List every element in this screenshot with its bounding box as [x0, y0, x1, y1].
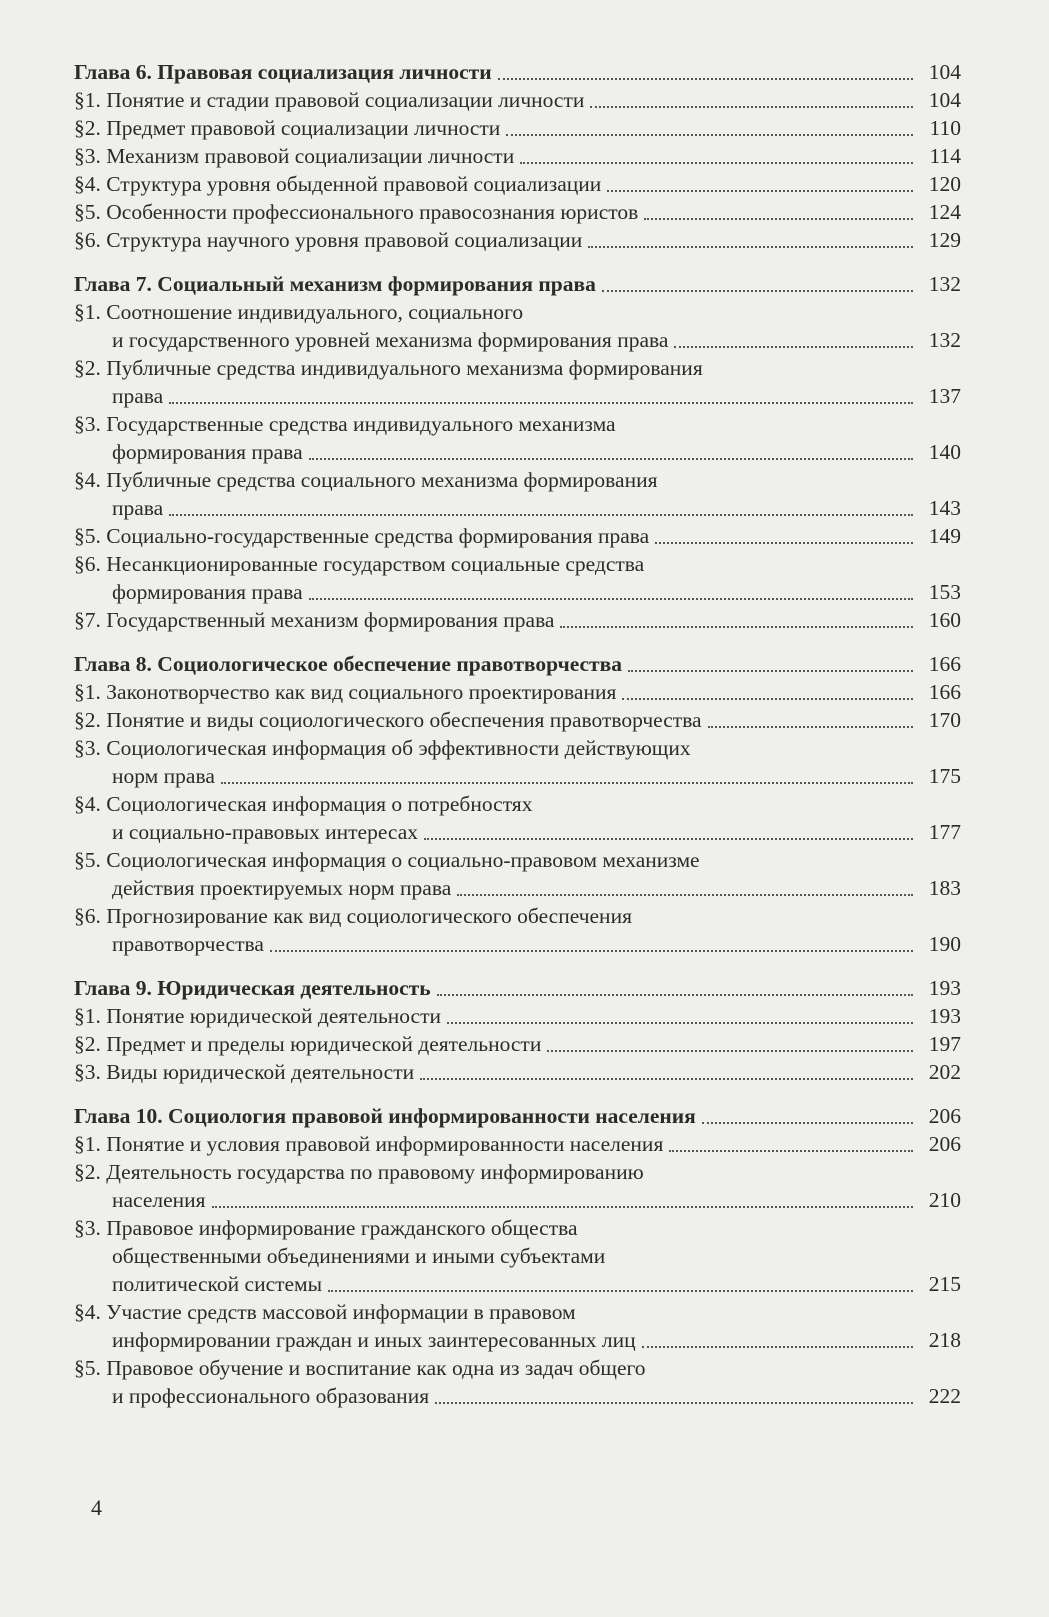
entry-line-text: и государственного уровней механизма формирования права: [112, 328, 669, 352]
table-of-contents: [74, 58, 961, 1410]
entry-text: [74, 1214, 919, 1298]
entry-line-text: §4. Структура уровня обыденной правовой социализации: [74, 172, 602, 196]
entry-text: [74, 1354, 919, 1410]
page-ref: 110: [929, 116, 961, 140]
leader-dots: [702, 1112, 913, 1124]
entry-text: [74, 298, 919, 354]
leader-dots: [655, 532, 913, 544]
page-ref: 149: [928, 524, 961, 548]
chapter-title: Глава 8. Социологическое обеспечение правотворчества: [74, 652, 622, 676]
entry-line-text: §7. Государственный механизм формирования права: [74, 608, 555, 632]
entry-line-text: §1. Законотворчество как вид социального проектирования: [74, 680, 617, 704]
toc-entry: [74, 466, 961, 522]
leader-dots: [498, 68, 913, 80]
entry-line: §3. Правовое информирование гражданского общества: [74, 1216, 578, 1240]
entry-line-text: §5. Социально-государственные средства формирования права: [74, 524, 650, 548]
toc-entry: [74, 226, 961, 254]
entry-line: §6. Несанкционированные государством социальные средства: [74, 552, 645, 576]
entry-text: [74, 606, 919, 634]
leader-dots: [212, 1196, 913, 1208]
toc-entry: [74, 522, 961, 550]
leader-dots: [437, 984, 913, 996]
entry-line-text: права: [112, 496, 164, 520]
leader-dots: [169, 392, 913, 404]
entry-text: [74, 1058, 919, 1086]
toc-entry: [74, 734, 961, 790]
entry-text: [74, 410, 919, 466]
toc-entry: [74, 846, 961, 902]
toc-entry: [74, 1298, 961, 1354]
entry-line-text: §1. Понятие и условия правовой информированности населения: [74, 1132, 664, 1156]
page-ref: 114: [929, 144, 961, 168]
entry-text: [74, 846, 919, 902]
entry-line-text: §1. Понятие юридической деятельности: [74, 1004, 442, 1028]
entry-text: [74, 1130, 919, 1158]
toc-entry: [74, 114, 961, 142]
leader-dots: [328, 1280, 913, 1292]
toc-entry: [74, 706, 961, 734]
entry-text: [74, 678, 919, 706]
leader-dots: [309, 588, 913, 600]
toc-entry: [74, 170, 961, 198]
entry-line: [74, 438, 919, 466]
entry-text: [74, 114, 919, 142]
leader-dots: [221, 772, 913, 784]
toc-entry: [74, 86, 961, 114]
entry-line-text: и социально-правовых интересах: [112, 820, 419, 844]
entry-line: [74, 382, 919, 410]
page-ref: 170: [928, 708, 961, 732]
entry-text: [74, 550, 919, 606]
page-ref: 210: [928, 1188, 961, 1212]
entry-line-text: формирования права: [112, 440, 303, 464]
toc-entry: [74, 1030, 961, 1058]
leader-dots: [547, 1040, 913, 1052]
page-ref: 140: [928, 440, 961, 464]
page-ref: 202: [928, 1060, 961, 1084]
entry-line-text: §3. Виды юридической деятельности: [74, 1060, 415, 1084]
entry-text: [74, 86, 919, 114]
page-ref: 124: [928, 200, 961, 224]
toc-entry: [74, 1130, 961, 1158]
chapter-block: [74, 650, 961, 958]
entry-line: §2. Деятельность государства по правовому информированию: [74, 1160, 644, 1184]
entry-line: [74, 1030, 919, 1058]
toc-entry: [74, 790, 961, 846]
page-ref: 183: [928, 876, 961, 900]
page-ref: 206: [928, 1132, 961, 1156]
entry-text: [74, 1002, 919, 1030]
leader-dots: [457, 884, 913, 896]
entry-line: [74, 678, 919, 706]
entry-line: §4. Участие средств массовой информации в правовом: [74, 1300, 576, 1324]
entry-line: §5. Социологическая информация о социально-правовом механизме: [74, 848, 700, 872]
toc-entry: [74, 1158, 961, 1214]
page-ref: 160: [928, 608, 961, 632]
entry-line-text: §5. Особенности профессионального правосознания юристов: [74, 200, 639, 224]
chapter-title: Глава 6. Правовая социализация личности: [74, 60, 492, 84]
entry-line: [74, 1270, 919, 1298]
leader-dots: [447, 1012, 913, 1024]
leader-dots: [590, 96, 913, 108]
leader-dots: [607, 180, 913, 192]
entry-line: §3. Государственные средства индивидуального механизма: [74, 412, 616, 436]
entry-text: [74, 1158, 919, 1214]
page-ref: 197: [928, 1032, 961, 1056]
entry-line-text: населения: [112, 1188, 206, 1212]
chapter-title: Глава 7. Социальный механизм формирования права: [74, 272, 596, 296]
page-ref: 177: [928, 820, 961, 844]
leader-dots: [270, 940, 913, 952]
chapter-title: Глава 10. Социология правовой информированности населения: [74, 1104, 696, 1128]
chapter-block: [74, 58, 961, 254]
toc-entry: [74, 410, 961, 466]
page-ref: 104: [928, 60, 961, 84]
entry-line: [74, 818, 919, 846]
toc-entry: [74, 1002, 961, 1030]
entry-text: [74, 734, 919, 790]
entry-line: [74, 170, 919, 198]
chapter-title: Глава 9. Юридическая деятельность: [74, 976, 431, 1000]
page-ref: 175: [928, 764, 961, 788]
entry-line-text: и профессионального образования: [112, 1384, 430, 1408]
page-ref: 193: [928, 976, 961, 1000]
entry-text: [74, 522, 919, 550]
entry-line-text: правотворчества: [112, 932, 264, 956]
chapter-heading: [74, 58, 961, 86]
leader-dots: [169, 504, 913, 516]
chapter-heading: [74, 1102, 961, 1130]
entry-line: [74, 1130, 919, 1158]
leader-dots: [420, 1068, 913, 1080]
entry-line-text: §2. Предмет и пределы юридической деятельности: [74, 1032, 542, 1056]
page-ref: 166: [928, 652, 961, 676]
entry-text: [74, 790, 919, 846]
toc-entry: [74, 298, 961, 354]
page-ref: 190: [928, 932, 961, 956]
entry-line: [74, 142, 919, 170]
page-ref: 137: [928, 384, 961, 408]
entry-text: [74, 1298, 919, 1354]
entry-line: [74, 606, 919, 634]
leader-dots: [708, 716, 913, 728]
entry-line: §2. Публичные средства индивидуального механизма формирования: [74, 356, 703, 380]
toc-entry: [74, 142, 961, 170]
entry-line: §5. Правовое обучение и воспитание как одна из задач общего: [74, 1356, 646, 1380]
toc-entry: [74, 198, 961, 226]
toc-entry: [74, 902, 961, 958]
page-ref: 206: [928, 1104, 961, 1128]
page-ref: 222: [928, 1384, 961, 1408]
leader-dots: [602, 280, 913, 292]
entry-line: [74, 522, 919, 550]
page-ref: 104: [928, 88, 961, 112]
entry-line: [74, 1002, 919, 1030]
entry-line: общественными объединениями и иными субъектами: [112, 1244, 606, 1268]
leader-dots: [520, 152, 913, 164]
entry-line: [74, 874, 919, 902]
page-ref: 129: [928, 228, 961, 252]
chapter-heading: [74, 974, 961, 1002]
page-ref: 153: [928, 580, 961, 604]
page-ref: 215: [928, 1272, 961, 1296]
page-ref: 193: [928, 1004, 961, 1028]
entry-text: [74, 226, 919, 254]
page-ref: 120: [928, 172, 961, 196]
entry-text: [74, 142, 919, 170]
entry-line: §4. Публичные средства социального механизма формирования: [74, 468, 658, 492]
entry-line-text: формирования права: [112, 580, 303, 604]
entry-line: [74, 1382, 919, 1410]
entry-line: [74, 930, 919, 958]
leader-dots: [628, 660, 913, 672]
page-ref: 132: [928, 272, 961, 296]
entry-line-text: §2. Понятие и виды социологического обеспечения правотворчества: [74, 708, 702, 732]
entry-line: [74, 762, 919, 790]
leader-dots: [560, 616, 913, 628]
entry-line: [74, 578, 919, 606]
toc-entry: [74, 1058, 961, 1086]
toc-entry: [74, 354, 961, 410]
leader-dots: [642, 1336, 913, 1348]
entry-text: [74, 198, 919, 226]
leader-dots: [506, 124, 913, 136]
entry-line-text: права: [112, 384, 164, 408]
toc-entry: [74, 1354, 961, 1410]
entry-line: [74, 1186, 919, 1214]
toc-entry: [74, 606, 961, 634]
leader-dots: [309, 448, 913, 460]
entry-line-text: §6. Структура научного уровня правовой социализации: [74, 228, 583, 252]
entry-line: [74, 226, 919, 254]
leader-dots: [588, 236, 913, 248]
chapter-block: [74, 974, 961, 1086]
leader-dots: [674, 336, 913, 348]
chapter-block: [74, 270, 961, 634]
page-ref: 166: [928, 680, 961, 704]
entry-line: [74, 326, 919, 354]
toc-entry: [74, 678, 961, 706]
entry-line: [74, 114, 919, 142]
entry-line-text: информировании граждан и иных заинтересованных лиц: [112, 1328, 636, 1352]
entry-line: [74, 1058, 919, 1086]
chapter-heading: [74, 270, 961, 298]
entry-text: [74, 170, 919, 198]
entry-line: §3. Социологическая информация об эффективности действующих: [74, 736, 691, 760]
chapter-heading: [74, 650, 961, 678]
entry-line-text: действия проектируемых норм права: [112, 876, 452, 900]
entry-line-text: политической системы: [112, 1272, 323, 1296]
entry-line: [74, 494, 919, 522]
leader-dots: [644, 208, 913, 220]
entry-line-text: §1. Понятие и стадии правовой социализации личности: [74, 88, 585, 112]
page-number: 4: [91, 1495, 102, 1520]
entry-line: [74, 86, 919, 114]
entry-text: [74, 466, 919, 522]
leader-dots: [669, 1140, 913, 1152]
entry-line: [74, 706, 919, 734]
entry-text: [74, 706, 919, 734]
page-ref: 132: [928, 328, 961, 352]
page-ref: 218: [928, 1328, 961, 1352]
leader-dots: [424, 828, 913, 840]
page-ref: 143: [928, 496, 961, 520]
entry-line: §6. Прогнозирование как вид социологического обеспечения: [74, 904, 632, 928]
leader-dots: [622, 688, 913, 700]
entry-line: [74, 1326, 919, 1354]
entry-line: §1. Соотношение индивидуального, социального: [74, 300, 524, 324]
entry-text: [74, 902, 919, 958]
toc-entry: [74, 550, 961, 606]
entry-text: [74, 354, 919, 410]
toc-entry: [74, 1214, 961, 1298]
leader-dots: [435, 1392, 913, 1404]
entry-line: [74, 198, 919, 226]
entry-line-text: §2. Предмет правовой социализации личности: [74, 116, 501, 140]
entry-text: [74, 1030, 919, 1058]
chapter-block: [74, 1102, 961, 1410]
entry-line-text: норм права: [112, 764, 215, 788]
entry-line: §4. Социологическая информация о потребностях: [74, 792, 533, 816]
entry-line-text: §3. Механизм правовой социализации личности: [74, 144, 515, 168]
